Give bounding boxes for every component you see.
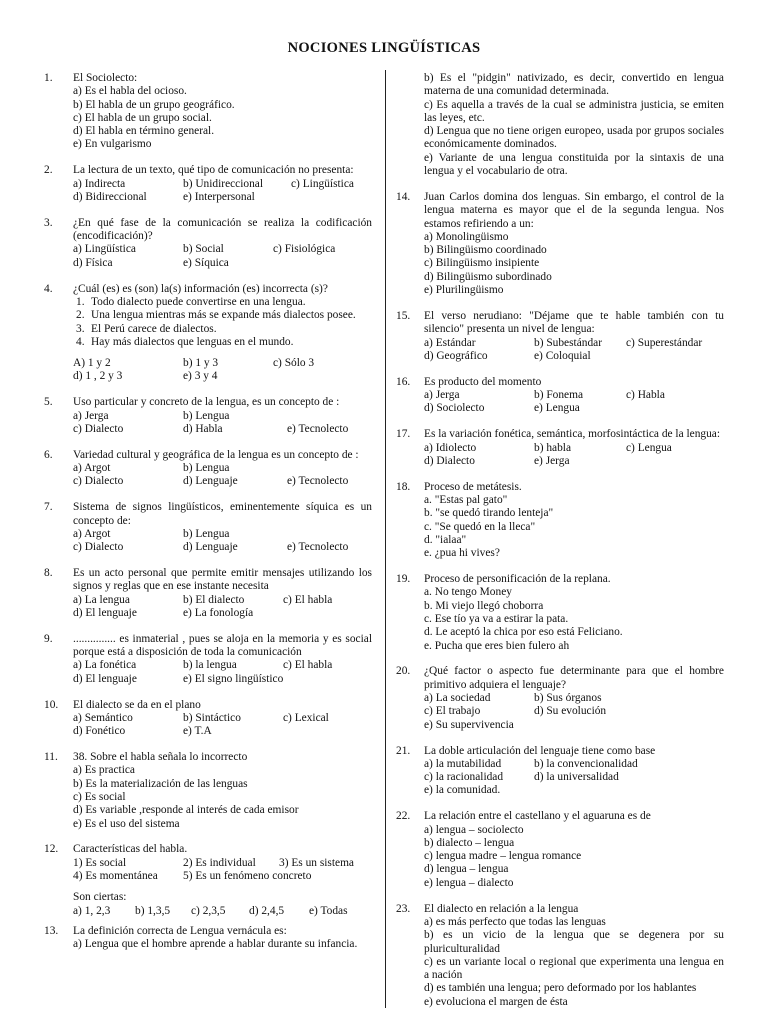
question-7 — [30, 501, 372, 554]
statement-4: 4) Es momentánea — [73, 870, 158, 883]
question-number: 4. — [44, 282, 53, 295]
option-e: e) Plurilingüismo — [424, 284, 504, 297]
option-d: d) lengua – lengua — [424, 863, 509, 876]
option-c: c) Fisiológica — [273, 243, 336, 256]
left-column — [30, 72, 372, 964]
option-b: b) Fonema — [534, 389, 584, 402]
option-d: d. Le aceptó la chica por eso está Feliciano. — [424, 626, 623, 639]
question-number: 2. — [44, 164, 53, 177]
option-b: b. "se quedó tirando lenteja" — [424, 507, 554, 520]
option-e: e) Interpersonal — [183, 190, 255, 203]
question-number: 9. — [44, 632, 53, 645]
option-a: a) Argot — [73, 462, 111, 475]
option-e: e) Tecnolecto — [287, 475, 349, 488]
question-stem: La definición correcta de Lengua vernácula es: — [73, 924, 287, 937]
option-d: d) Sociolecto — [424, 402, 485, 415]
option-a: a. "Estas pal gato" — [424, 493, 508, 506]
statement-3: 3. El Perú carece de dialectos. — [76, 322, 217, 335]
option-a: a) Monolingüismo — [424, 230, 509, 243]
question-20 — [396, 665, 724, 731]
option-c: c) Dialecto — [73, 422, 124, 435]
option-b: b) la convencionalidad — [534, 757, 638, 770]
question-10 — [30, 699, 372, 739]
question-6 — [30, 449, 372, 489]
option-c: c) Superestándar — [626, 336, 703, 349]
option-a: a) Argot — [73, 527, 111, 540]
question-15 — [396, 310, 724, 363]
option-a: a) Jerga — [73, 409, 109, 422]
option-b: b) Lengua — [183, 409, 230, 422]
option-e: e) Todas — [309, 904, 348, 917]
question-number: 14. — [396, 190, 411, 203]
option-d: d) Dialecto — [424, 454, 475, 467]
question-13-continued — [396, 72, 724, 178]
option-c: c) El habla — [283, 593, 333, 606]
option-b: b) Sintáctico — [183, 711, 241, 724]
option-e: e) Tecnolecto — [287, 541, 349, 554]
question-9 — [30, 633, 372, 686]
option-b: b) Sus órganos — [534, 692, 602, 705]
option-e: e) evoluciona el margen de ésta — [424, 995, 568, 1008]
option-c: c) Es aquella a través de la cual se administra justicia, se emiten las leyes, etc. — [424, 98, 724, 124]
option-c: c. Ese tío ya va a estirar la pata. — [424, 612, 569, 625]
question-stem: El verso nerudiano: "Déjame que te hable también con tu silencio" presenta un nivel de lengua: — [424, 309, 724, 336]
question-number: 12. — [44, 843, 59, 856]
option-c: c) la racionalidad — [424, 771, 504, 784]
option-e: e) lengua – dialecto — [424, 876, 514, 889]
option-a: a) es más perfecto que todas las lenguas — [424, 915, 606, 928]
question-stem: Variedad cultural y geográfica de la lengua es un concepto de : — [73, 448, 359, 461]
question-number: 10. — [44, 698, 59, 711]
statement-4: 4. Hay más dialectos que lenguas en el mundo. — [76, 335, 294, 348]
option-b: b. Mi viejo llegó choborra — [424, 599, 544, 612]
option-a: a) lengua – sociolecto — [424, 823, 524, 836]
question-number: 8. — [44, 567, 53, 580]
option-d: d) El habla en término general. — [73, 125, 215, 138]
option-e: e. ¿pua hi vives? — [424, 547, 500, 560]
question-stem: Características del habla. — [73, 843, 188, 856]
option-d: d) Es variable ,responde al interés de cada emisor — [73, 804, 299, 817]
question-number: 20. — [396, 665, 411, 678]
question-stem: La relación entre el castellano y el aguaruna es de — [424, 810, 651, 823]
question-2 — [30, 164, 372, 204]
question-stem: El dialecto se da en el plano — [73, 698, 201, 711]
question-1 — [30, 72, 372, 152]
option-d: d) Lenguaje — [183, 475, 238, 488]
option-a: A) 1 y 2 — [73, 357, 111, 370]
question-stem: Es un acto personal que permite emitir mensajes utilizando los signos y reglas que en ese instante necesita — [73, 567, 372, 593]
option-d: d) El lenguaje — [73, 606, 137, 619]
option-b: b) 1 y 3 — [183, 357, 219, 370]
option-e: e) Su supervivencia — [424, 718, 514, 731]
statement-1: 1. Todo dialecto puede convertirse en una lengua. — [76, 295, 306, 308]
option-b: b) Lengua — [183, 462, 230, 475]
option-a: a) Es el habla del ocioso. — [73, 85, 187, 98]
option-e: e. Pucha que eres bien fulero ah — [424, 639, 570, 652]
question-stem: Uso particular y concreto de la lengua, es un concepto de : — [73, 396, 340, 409]
statement-2: 2) Es individual — [183, 856, 256, 869]
question-4 — [30, 283, 372, 384]
question-8 — [30, 567, 372, 620]
option-e: e) T.A — [183, 725, 212, 738]
option-c: c) Dialecto — [73, 475, 124, 488]
page-title: NOCIONES LINGÜÍSTICAS — [287, 40, 481, 56]
option-e: e) Síquica — [183, 256, 229, 269]
option-a: a) la mutabilidad — [424, 757, 502, 770]
option-e: e) 3 y 4 — [183, 370, 218, 383]
option-a: a) La fonética — [73, 659, 137, 672]
question-number: 18. — [396, 480, 411, 493]
option-b: b) El habla de un grupo geográfico. — [73, 98, 235, 111]
question-14 — [396, 191, 724, 297]
option-e: e) Variante de una lengua constituida por la sintaxis de una lengua y el vocabulario de otra. — [424, 151, 724, 178]
option-b: b) El dialecto — [183, 593, 245, 606]
question-number: 16. — [396, 375, 411, 388]
option-d: d) El lenguaje — [73, 672, 137, 685]
question-11 — [30, 751, 372, 831]
option-e: e) Jerga — [534, 454, 570, 467]
statement-2: 2. Una lengua mientras más se expande más dialectos posee. — [76, 309, 356, 322]
option-d: d) Bilingüismo subordinado — [424, 270, 552, 283]
question-stem: Proceso de metátesis. — [424, 480, 522, 493]
option-a: a) Jerga — [424, 389, 460, 402]
option-a: a) Lingüística — [73, 243, 136, 256]
option-a: a) La lengua — [73, 593, 130, 606]
option-b: b) 1,3,5 — [135, 904, 171, 917]
option-d: d) Bidireccional — [73, 190, 147, 203]
option-e: e) Es el uso del sistema — [73, 817, 180, 830]
option-e: e) El signo lingüístico — [183, 672, 284, 685]
question-number: 1. — [44, 72, 53, 84]
question-13 — [30, 925, 372, 952]
option-b: b) es un vicio de la lengua que se degenera por su pluriculturalidad — [424, 929, 724, 955]
option-c: c) es un variante local o regional que experimenta una lengua en a nación — [424, 955, 724, 982]
question-stem: La lectura de un texto, qué tipo de comunicación no presenta: — [73, 164, 354, 177]
option-b: b) Es el "pidgin" nativizado, es decir, convertido en lengua materna de una comunidad determinada. — [424, 72, 724, 98]
option-a: a) Semántico — [73, 711, 133, 724]
question-stem: Juan Carlos domina dos lenguas. Sin embargo, el control de la lengua materna es mayor que el de la segunda lengua. Nos estamos refiriendo a un: — [424, 190, 724, 230]
statement-5: 5) Es un fenómeno concreto — [183, 870, 312, 883]
option-e: e) la comunidad. — [424, 784, 501, 797]
question-number: 5. — [44, 396, 53, 409]
option-a: a) Es practica — [73, 764, 135, 777]
question-number: 19. — [396, 573, 411, 586]
option-d: d) la universalidad — [534, 771, 619, 784]
option-c: c) Lingüística — [291, 177, 354, 190]
question-3 — [30, 217, 372, 270]
statement-1: 1) Es social — [73, 856, 127, 869]
question-12 — [30, 843, 372, 917]
question-number: 11. — [44, 751, 58, 764]
question-stem: El Sociolecto: — [73, 72, 138, 84]
question-stem: La doble articulación del lenguaje tiene como base — [424, 744, 656, 757]
option-d: d) es también una lengua; pero deformado por los hablantes — [424, 982, 697, 995]
question-stem: 38. Sobre el habla señala lo incorrecto — [73, 751, 248, 764]
option-d: d. "ialaa" — [424, 533, 467, 546]
question-18 — [396, 481, 724, 561]
option-c: c. "Se quedó en la lleca" — [424, 520, 536, 533]
question-number: 15. — [396, 309, 411, 322]
option-d: d) Habla — [183, 422, 223, 435]
option-c: c) Dialecto — [73, 541, 124, 554]
option-b: b) Lengua — [183, 527, 230, 540]
question-19 — [396, 573, 724, 653]
statement-3: 3) Es un sistema — [279, 856, 354, 869]
question-stem: Es producto del momento — [424, 375, 542, 388]
option-d: d) Lenguaje — [183, 541, 238, 554]
right-column — [396, 72, 724, 1022]
question-stem: ............... es inmaterial , pues se aloja en la memoria y es social porque está a disposición de toda la comunicación — [73, 632, 372, 659]
question-stem: Sistema de signos lingüísticos, eminentemente síquica es un concepto de: — [73, 501, 372, 527]
option-c: c) Sólo 3 — [273, 357, 315, 370]
option-b: b) Bilingüismo coordinado — [424, 244, 547, 257]
option-b: b) Es la materialización de las lenguas — [73, 777, 248, 790]
question-stem: ¿Qué factor o aspecto fue determinante para que el hombre primitivo adquiera el lenguaje? — [424, 665, 724, 691]
option-c: c) El habla de un grupo social. — [73, 111, 212, 124]
option-a: a) Indirecta — [73, 177, 126, 190]
option-c: c) 2,3,5 — [191, 904, 226, 917]
option-c: c) Es social — [73, 791, 126, 803]
option-c: c) Lexical — [283, 711, 329, 724]
option-b: b) dialecto – lengua — [424, 836, 515, 849]
option-c: c) El habla — [283, 659, 333, 672]
option-a: a. No tengo Money — [424, 586, 512, 599]
question-number: 23. — [396, 902, 411, 915]
column-divider — [385, 70, 386, 1008]
question-number: 3. — [44, 216, 53, 229]
option-e: e) Coloquial — [534, 349, 591, 362]
option-b: b) Subestándar — [534, 336, 603, 349]
option-b: b) habla — [534, 441, 572, 454]
option-d: d) 1 , 2 y 3 — [73, 370, 123, 383]
question-16 — [396, 376, 724, 416]
option-a: a) 1, 2,3 — [73, 904, 111, 917]
option-a: a) La sociedad — [424, 692, 491, 705]
option-d: d) Su evolución — [534, 705, 607, 718]
question-23 — [396, 903, 724, 1009]
question-number: 22. — [396, 810, 411, 823]
option-a: a) Lengua que el hombre aprende a hablar durante su infancia. — [73, 937, 358, 950]
question-22 — [396, 810, 724, 890]
option-a: a) Estándar — [424, 336, 476, 349]
option-b: b) Social — [183, 243, 224, 256]
question-number: 6. — [44, 448, 53, 461]
option-b: b) la lengua — [183, 659, 237, 672]
question-number: 7. — [44, 501, 53, 514]
option-c: c) El trabajo — [424, 705, 481, 718]
option-a: a) Idiolecto — [424, 441, 477, 454]
option-c: c) Bilingüismo insipiente — [424, 257, 540, 270]
question-stem: El dialecto en relación a la lengua — [424, 902, 579, 915]
question-number: 21. — [396, 744, 411, 757]
question-stem: ¿Cuál (es) es (son) la(s) información (es) incorrecta (s)? — [73, 282, 328, 295]
option-c: c) Lengua — [626, 441, 672, 454]
question-5 — [30, 396, 372, 436]
option-e: e) La fonología — [183, 606, 254, 619]
question-number: 13. — [44, 924, 59, 937]
option-c: c) Habla — [626, 389, 665, 402]
option-d: d) Física — [73, 256, 113, 269]
option-c: c) lengua madre – lengua romance — [424, 850, 582, 863]
question-stem: ¿En qué fase de la comunicación se realiza la codificación (encodificación)? — [73, 216, 372, 243]
option-d: d) Lengua que no tiene origen europeo, usada por grupos sociales económicamente dominados. — [424, 125, 724, 151]
question-stem: Es la variación fonética, semántica, morfosintáctica de la lengua: — [424, 428, 721, 441]
question-21 — [396, 745, 724, 798]
option-e: e) Tecnolecto — [287, 422, 349, 435]
option-e: e) Lengua — [534, 402, 580, 415]
option-d: d) Geográfico — [424, 349, 488, 362]
option-e: e) En vulgarismo — [73, 138, 152, 151]
option-d: d) Fonético — [73, 725, 126, 738]
option-d: d) 2,4,5 — [249, 904, 285, 917]
question-prompt: Son ciertas: — [73, 891, 127, 904]
question-stem: Proceso de personificación de la replana. — [424, 573, 611, 586]
question-17 — [396, 428, 724, 468]
option-b: b) Unidireccional — [183, 177, 264, 190]
question-number: 17. — [396, 428, 411, 441]
